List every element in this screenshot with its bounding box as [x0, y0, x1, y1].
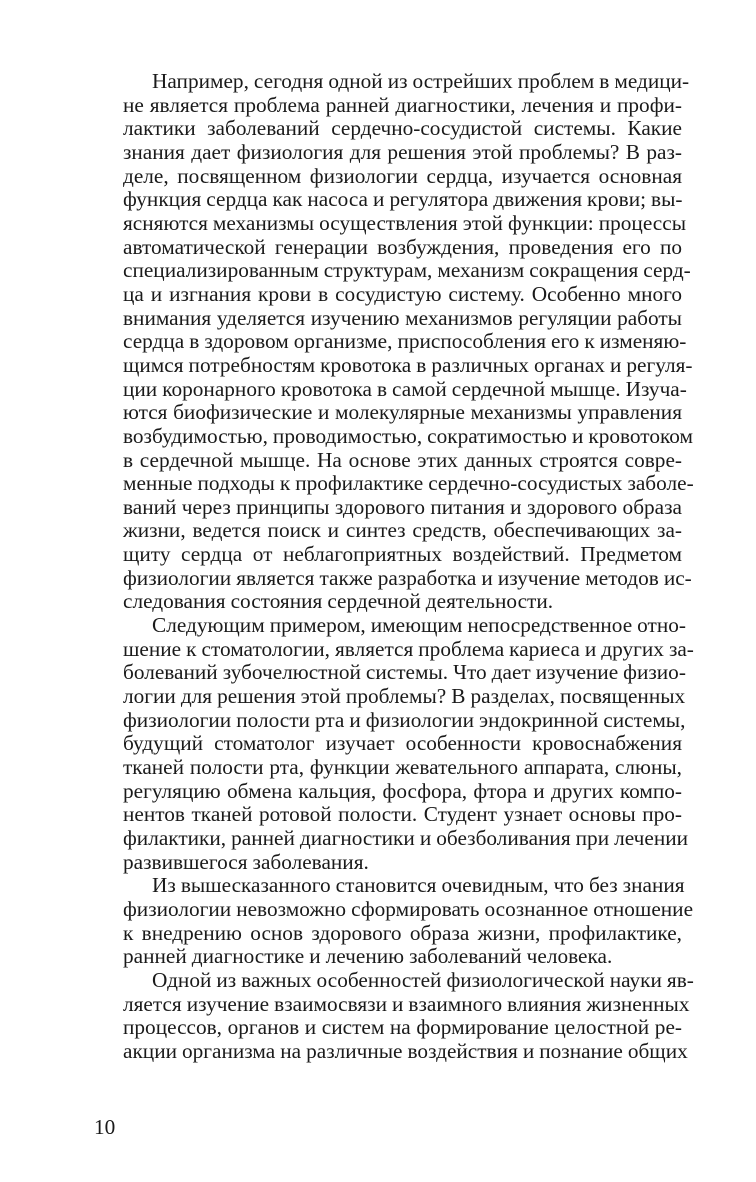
text-line: акции организма на различные воздействия и познание общих — [123, 1038, 688, 1063]
text-line: ваний через принципы здорового питания и здорового образа — [123, 494, 682, 519]
text-line: функция сердца как насоса и регулятора движения крови; вы- — [123, 187, 683, 212]
text-line: развившегося заболевания. — [123, 849, 369, 874]
text-line: лактики заболеваний сердечно-сосудистой системы. Какие — [123, 116, 682, 141]
text-line: будущий стоматолог изучает особенности кровоснабжения — [123, 731, 682, 756]
text-line: нентов тканей ротовой полости. Студент узнает основы про- — [123, 802, 682, 827]
text-line: шение к стоматологии, является проблема кариеса и других за- — [123, 636, 694, 661]
text-line: щиту сердца от неблагоприятных воздействий. Предметом — [123, 542, 682, 567]
text-line: не является проблема ранней диагностики, лечения и профи- — [123, 92, 682, 117]
paragraph-1 — [94, 69, 694, 614]
text-line: автоматической генерации возбуждения, проведения его по — [123, 234, 682, 259]
text-line: физиологии является также разработка и изучение методов ис- — [123, 565, 692, 590]
text-line: ранней диагностике и лечению заболеваний человека. — [123, 944, 613, 969]
text-line: физиологии невозможно сформировать осознанное отношение — [123, 896, 694, 921]
page-number: 10 — [94, 1115, 116, 1139]
text-line: жизни, ведется поиск и синтез средств, обеспечивающих за- — [123, 518, 682, 543]
text-line: тканей полости рта, функции жевательного аппарата, слюны, — [123, 755, 682, 780]
text-line: в сердечной мышце. На основе этих данных строятся совре- — [123, 447, 682, 472]
text-line: менные подходы к профилактике сердечно-сосудистых заболе- — [123, 471, 694, 496]
page-text — [94, 69, 694, 1064]
text-line: процессов, органов и систем на формирование целостной ре- — [123, 1015, 682, 1040]
text-line: ца и изгнания крови в сосудистую систему. Особенно много — [123, 281, 682, 306]
text-line: знания дает физиология для решения этой проблемы? В раз- — [123, 139, 682, 164]
text-line: специализированным структурам, механизм сокращения серд- — [123, 258, 691, 283]
text-line: ции коронарного кровотока в самой сердечной мышце. Изуча- — [123, 376, 687, 401]
text-line: к внедрению основ здорового образа жизни, профилактике, — [123, 920, 682, 945]
text-line: ясняются механизмы осуществления этой функции: процессы — [123, 210, 687, 235]
text-line: филактики, ранней диагностики и обезболивания при лечении — [123, 826, 689, 850]
text-line: ляется изучение взаимосвязи и взаимного влияния жизненных — [123, 991, 690, 1016]
text-line: внимания уделяется изучению механизмов регуляции работы — [123, 305, 682, 330]
text-line: щимся потребностям кровотока в различных органах и регуля- — [123, 352, 693, 377]
text-line: Одной из важных особенностей физиологической науки яв- — [152, 967, 694, 992]
text-line: возбудимостью, проводимостью, сократимостью и кровотоком — [123, 423, 693, 448]
text-line: следования состояния сердечной деятельности. — [123, 589, 554, 614]
text-line: Следующим примером, имеющим непосредственное отно- — [152, 613, 686, 638]
text-line: логии для решения этой проблемы? В разделах, посвященных — [123, 684, 686, 709]
text-line: сердца в здоровом организме, приспособления его к изменяю- — [123, 329, 687, 354]
text-line: Например, сегодня одной из острейших проблем в медици- — [152, 69, 690, 93]
paragraph-4 — [94, 967, 694, 1064]
paragraph-3 — [94, 873, 694, 969]
paragraph-2 — [94, 613, 694, 874]
text-line: физиологии полости рта и физиологии эндокринной системы, — [123, 707, 686, 732]
text-line: ются биофизические и молекулярные механизмы управления — [123, 400, 682, 425]
text-line: Из вышесказанного становится очевидным, что без знания — [152, 873, 685, 898]
text-line: болеваний зубочелюстной системы. Что дает изучение физио- — [123, 660, 686, 685]
text-line: деле, посвященном физиологии сердца, изучается основная — [123, 163, 682, 188]
text-line: регуляцию обмена кальция, фосфора, фтора и других компо- — [123, 778, 682, 803]
